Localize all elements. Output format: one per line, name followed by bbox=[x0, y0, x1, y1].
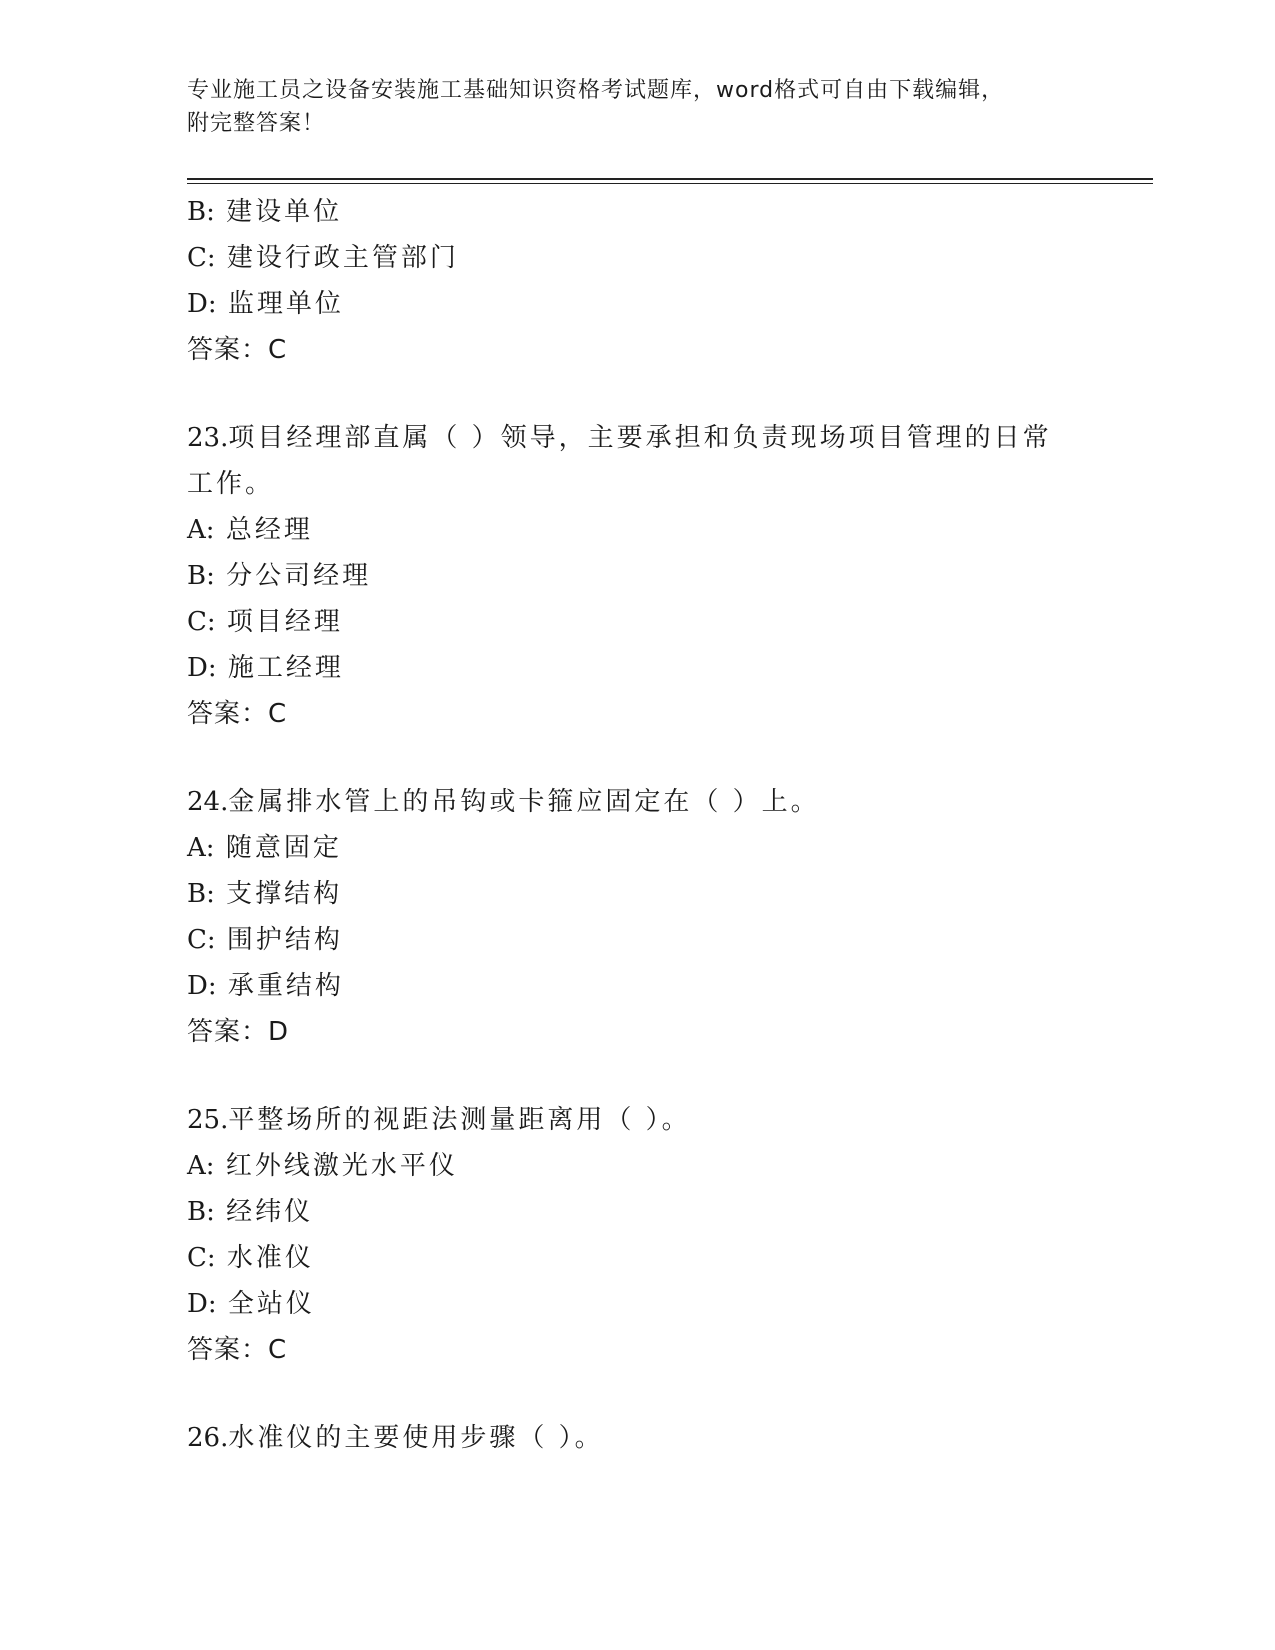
header-line-1: 专业施工员之设备安装施工基础知识资格考试题库，word格式可自由下载编辑， bbox=[187, 78, 1005, 103]
option-text: 分公司经理 bbox=[226, 561, 372, 591]
question-26 bbox=[187, 1415, 1153, 1461]
option-text: 支撑结构 bbox=[226, 879, 343, 909]
question-text-line-2: 工作。 bbox=[187, 469, 275, 499]
answer-line: 答案：D bbox=[187, 1017, 290, 1047]
answer-line: 答案：C bbox=[187, 335, 288, 365]
option-key: C: bbox=[187, 607, 216, 637]
option-key: B: bbox=[187, 561, 215, 591]
question-list bbox=[187, 189, 1153, 1461]
option-text: 项目经理 bbox=[226, 607, 343, 637]
option-text: 全站仪 bbox=[227, 1289, 315, 1319]
question-text bbox=[187, 1097, 1153, 1143]
option-key: C: bbox=[187, 1243, 216, 1273]
option-key: D: bbox=[187, 971, 217, 1001]
question-25 bbox=[187, 1097, 1153, 1373]
document-header bbox=[187, 74, 1067, 140]
option-b bbox=[187, 871, 1153, 917]
spacer bbox=[187, 373, 1153, 415]
header-rule-thick bbox=[187, 178, 1153, 180]
document-page bbox=[187, 0, 1153, 1650]
option-key: C: bbox=[187, 243, 216, 273]
option-key: A: bbox=[187, 833, 215, 863]
option-d bbox=[187, 1281, 1153, 1327]
option-key: A: bbox=[187, 1151, 215, 1181]
question-text-line-1: 金属排水管上的吊钩或卡箍应固定在（ ）上。 bbox=[228, 787, 820, 817]
question-text-line-1: 项目经理部直属（ ）领导，主要承担和负责现场项目管理的日常 bbox=[228, 423, 1052, 453]
question-24 bbox=[187, 779, 1153, 1055]
question-number: 23. bbox=[187, 423, 229, 453]
option-key: D: bbox=[187, 653, 217, 683]
option-key: C: bbox=[187, 925, 216, 955]
option-key: D: bbox=[187, 289, 217, 319]
option-key: B: bbox=[187, 197, 215, 227]
question-number: 25. bbox=[187, 1105, 229, 1135]
question-text-line-1: 水准仪的主要使用步骤（ ）。 bbox=[228, 1423, 604, 1453]
question-number: 24. bbox=[187, 787, 229, 817]
option-text: 随意固定 bbox=[225, 833, 342, 863]
option-text: 建设单位 bbox=[226, 197, 343, 227]
option-text: 建设行政主管部门 bbox=[226, 243, 459, 273]
question-text-line-1: 平整场所的视距法测量距离用（ ）。 bbox=[228, 1105, 691, 1135]
option-c bbox=[187, 235, 1153, 281]
option-a bbox=[187, 1143, 1153, 1189]
question-text bbox=[187, 779, 1153, 825]
question-text bbox=[187, 415, 1153, 461]
option-c bbox=[187, 917, 1153, 963]
option-text: 承重结构 bbox=[227, 971, 344, 1001]
question-number: 26. bbox=[187, 1423, 229, 1453]
answer-line: 答案：C bbox=[187, 1335, 288, 1365]
option-text: 围护结构 bbox=[226, 925, 343, 955]
header-line-2: 附完整答案！ bbox=[187, 111, 326, 136]
option-c bbox=[187, 1235, 1153, 1281]
option-a bbox=[187, 825, 1153, 871]
question-23 bbox=[187, 415, 1153, 737]
spacer bbox=[187, 1373, 1153, 1415]
question-22-tail bbox=[187, 189, 1153, 373]
option-d bbox=[187, 645, 1153, 691]
answer-line: 答案：C bbox=[187, 699, 288, 729]
option-text: 施工经理 bbox=[227, 653, 344, 683]
option-b bbox=[187, 553, 1153, 599]
spacer bbox=[187, 737, 1153, 779]
option-key: B: bbox=[187, 879, 215, 909]
spacer bbox=[187, 1055, 1153, 1097]
option-key: A: bbox=[187, 515, 215, 545]
option-text: 监理单位 bbox=[227, 289, 344, 319]
option-key: D: bbox=[187, 1289, 217, 1319]
option-c bbox=[187, 599, 1153, 645]
option-text: 红外线激光水平仪 bbox=[225, 1151, 458, 1181]
option-text: 水准仪 bbox=[226, 1243, 314, 1273]
option-text: 经纬仪 bbox=[226, 1197, 314, 1227]
option-d bbox=[187, 963, 1153, 1009]
question-text bbox=[187, 1415, 1153, 1461]
header-rule-thin bbox=[187, 183, 1153, 184]
option-d bbox=[187, 281, 1153, 327]
option-b bbox=[187, 189, 1153, 235]
option-key: B: bbox=[187, 1197, 215, 1227]
option-b bbox=[187, 1189, 1153, 1235]
option-text: 总经理 bbox=[225, 515, 313, 545]
option-a bbox=[187, 507, 1153, 553]
